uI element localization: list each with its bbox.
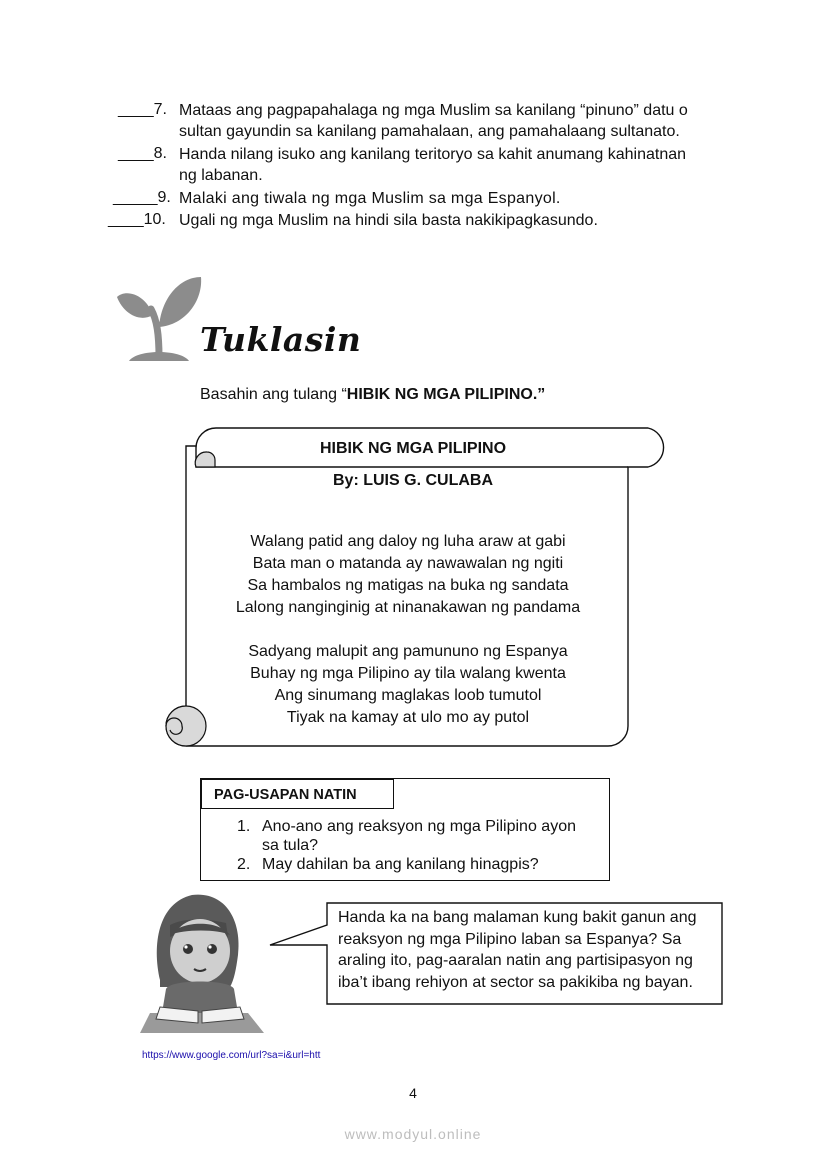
bubble-line: araling ito, pag-aaralan natin ang partisipasyon ng (338, 952, 693, 969)
bubble-line: iba’t ibang rehiyon at sector sa pakikiba ng bayan. (338, 973, 693, 991)
watermark: www.modyul.online (344, 1126, 482, 1142)
answer-blank: ____7. (118, 101, 167, 118)
question-number: 2. (237, 856, 251, 873)
item-line: Mataas ang pagpapahalaga ng mga Muslim sa kanilang “pinuno” datu o (179, 102, 688, 119)
section-title: Tuklasin (200, 320, 362, 359)
poem-line: Sa hambalos ng matigas na buka ng sandata (247, 577, 569, 594)
item-line: Malaki ang tiwala ng mga Muslim sa mga Espanyol. (179, 190, 561, 207)
answer-blank: ____8. (118, 145, 167, 162)
poem-line: Bata man o matanda ay nawawalan ng ngiti (252, 555, 564, 572)
item-line: Handa nilang isuko ang kanilang teritoryo sa kahit anumang kahinatnan (179, 146, 687, 163)
question-line: sa tula? (262, 837, 319, 854)
item-line: sultan gayundin sa kanilang pamahalaan, ang pamahalaang sultanato. (179, 123, 680, 140)
answer-blank: _____9. (113, 189, 171, 206)
poem-line: Buhay ng mga Pilipino ay tila walang kwenta (250, 665, 566, 682)
question-line: May dahilan ba ang kanilang hinagpis? (262, 856, 539, 873)
poem-line: Lalong nanginginig at ninanakawan ng pandama (235, 599, 581, 616)
question-line: Ano-ano ang reaksyon ng mga Pilipino ayon (262, 818, 576, 835)
bubble-line: reaksyon ng mga Pilipino laban sa Espanya? Sa (338, 930, 682, 948)
poem-line: Ang sinumang maglakas loob tumutol (274, 687, 542, 704)
instruction-text: Basahin ang tulang “ (200, 386, 347, 403)
instruction-poem-name: HIBIK NG MGA PILIPINO.” (346, 386, 546, 403)
poem-line: Tiyak na kamay at ulo mo ay putol (286, 709, 530, 726)
bubble-text (338, 907, 718, 993)
bubble-line: Handa ka na bang malaman kung bakit ganun ang (338, 909, 697, 926)
poem-author: By: LUIS G. CULABA (333, 472, 493, 489)
source-link[interactable]: https://www.google.com/url?sa=i&url=htt (142, 1050, 321, 1061)
question-number: 1. (237, 818, 251, 835)
poem-line: Sadyang malupit ang pamununo ng Espanya (248, 643, 568, 660)
answer-blank: ____10. (108, 211, 166, 228)
discussion-heading: PAG-USAPAN NATIN (201, 779, 394, 809)
item-line: ng labanan. (179, 167, 263, 184)
poem-line: Walang patid ang daloy ng luha araw at gabi (250, 533, 566, 550)
item-line: Ugali ng mga Muslim na hindi sila basta nakikipagkasundo. (179, 212, 598, 229)
poem-title: HIBIK NG MGA PILIPINO (319, 440, 507, 457)
page-number: 4 (409, 1085, 417, 1101)
